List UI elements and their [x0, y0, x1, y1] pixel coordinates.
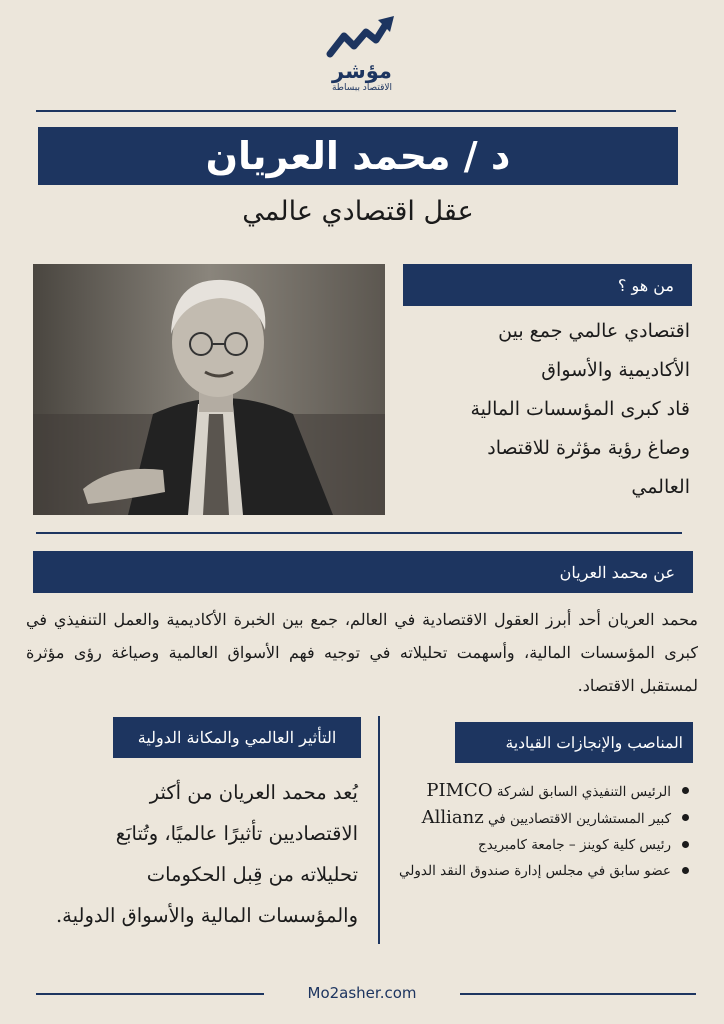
page-title: د / محمد العريان [205, 134, 511, 178]
logo-tagline: الاقتصاد ببساطة [331, 83, 393, 93]
about-heading-text: عن محمد العريان [559, 562, 675, 582]
influence-line: الاقتصاديين تأثيرًا عالميًا، وتُتابَع [115, 822, 358, 845]
roles-heading-text: المناصب والإنجازات القيادية [505, 733, 683, 752]
who-line: الأكاديمية والأسواق [541, 359, 690, 381]
who-line: قاد كبرى المؤسسات المالية [470, 398, 690, 420]
about-heading [33, 551, 693, 593]
page-subtitle: عقل اقتصادي عالمي [242, 196, 474, 227]
influence-line: والمؤسسات المالية والأسواق الدولية. [55, 904, 358, 927]
roles-list [395, 778, 693, 884]
who-line: وصاغ رؤية مؤثرة للاقتصاد [487, 437, 690, 459]
influence-line: يُعد محمد العريان من أكثر [149, 781, 358, 804]
roles-heading [455, 722, 693, 763]
who-line: العالمي [631, 476, 690, 498]
about-paragraph: محمد العريان أحد أبرز العقول الاقتصادية في العالم، جمع بين الخبرة الأكاديمية والعمل التنفيذي في كبرى المؤسسات المالية، وأسهمت تحليلاته في توجيه فهم الأسواق العالمية وصياغة رؤى مؤثرة لمستقبل الاقتصاد. [26, 610, 698, 695]
who-heading-text: من هو ؟ [617, 275, 674, 295]
role-org: Allianz [421, 807, 484, 828]
influence-body [38, 772, 358, 936]
footer-rule-left [36, 993, 264, 995]
who-line: اقتصادي عالمي جمع بين [498, 320, 690, 342]
role-item: عضو سابق في مجلس إدارة صندوق النقد الدولي [395, 858, 671, 884]
role-item: الرئيس التنفيذي السابق لشركة PIMCO [395, 778, 671, 805]
rising-chart-arrow-icon [326, 14, 398, 58]
title-banner [38, 127, 678, 185]
who-is-he-body [400, 312, 696, 507]
middle-divider [36, 532, 682, 534]
logo-name: مؤشر [332, 59, 392, 83]
top-divider [36, 110, 676, 112]
column-divider [378, 716, 380, 944]
influence-heading [113, 717, 361, 758]
influence-line: تحليلاته من قِبل الحكومات [146, 863, 358, 886]
role-item: كبير المستشارين الاقتصاديين في Allianz [395, 805, 671, 832]
role-org: PIMCO [426, 780, 493, 801]
who-is-he-heading [403, 264, 692, 306]
footer-website-link[interactable]: Mo2asher.com [307, 984, 417, 1002]
influence-heading-text: التأثير العالمي والمكانة الدولية [137, 728, 337, 747]
role-item: رئيس كلية كوينز – جامعة كامبريدج [395, 832, 671, 858]
portrait-photo [33, 264, 385, 515]
brand-logo [312, 14, 412, 98]
footer-rule-right [460, 993, 696, 995]
